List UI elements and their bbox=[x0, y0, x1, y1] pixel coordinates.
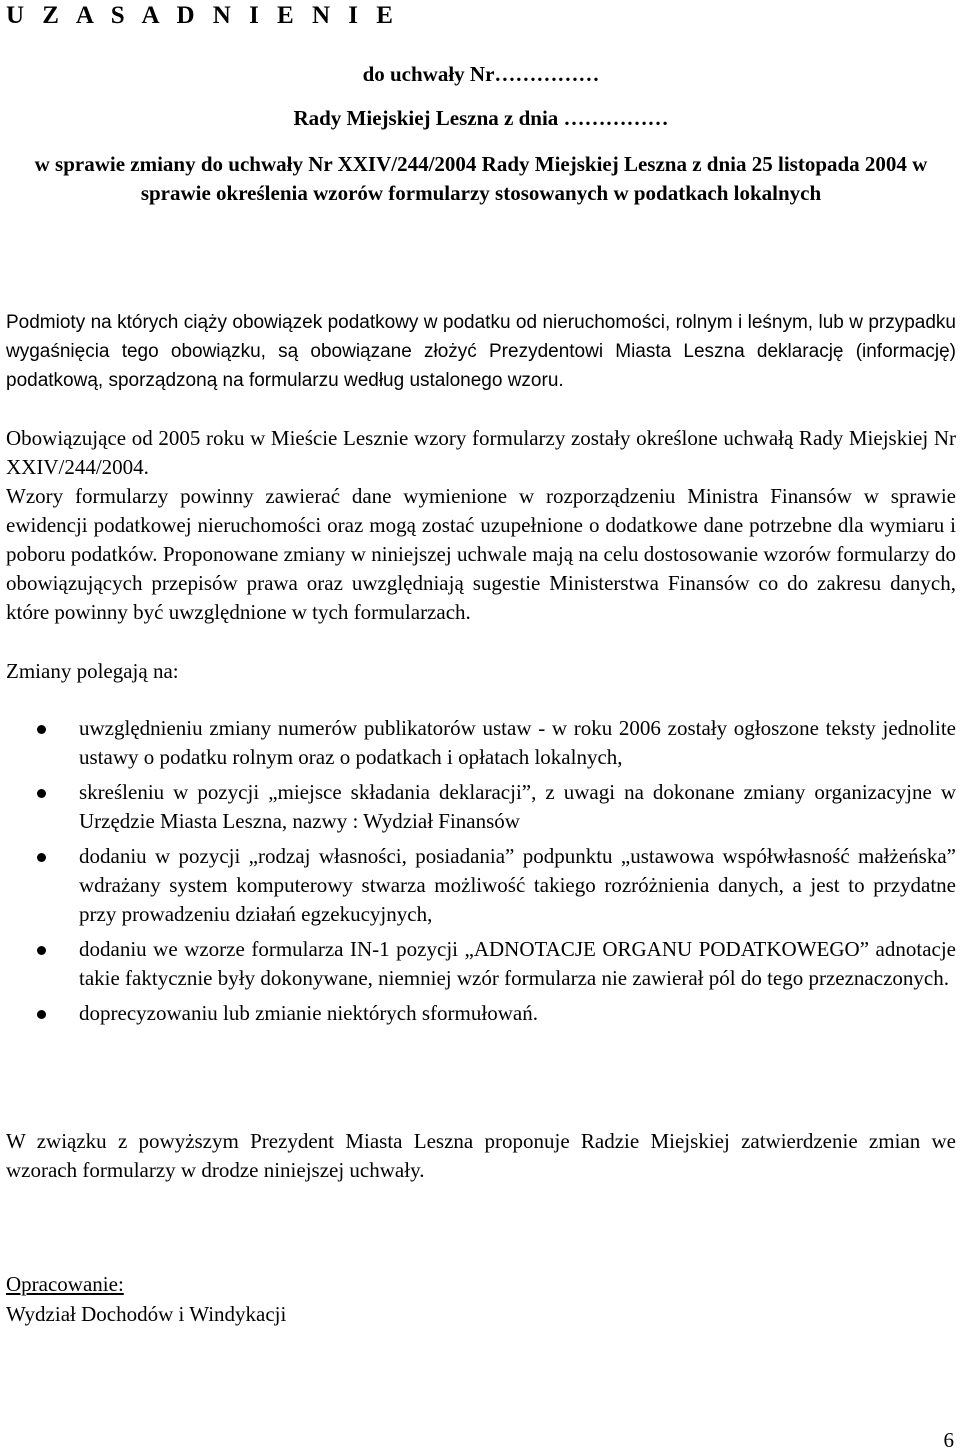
list-item-text: uwzględnieniu zmiany numerów publikatorów ustaw - w roku 2006 zostały ogłoszone teksty jednolite ustawy o podatku rolnym oraz o podatkach i opłatach lokalnych, bbox=[79, 716, 956, 769]
changes-intro: Zmiany polegają na: bbox=[6, 659, 179, 683]
list-item-text: dodaniu we wzorze formularza IN-1 pozycji „ADNOTACJE ORGANU PODATKOWEGO” adnotacje takie faktycznie były dokonywane, niemniej wzór formularza nie zawierał pól do tego przeznaczonych. bbox=[79, 937, 956, 990]
paragraph-proposal: W związku z powyższym Prezydent Miasta Leszna proponuje Radzie Miejskiej zatwierdzenie zmian we wzorach formularzy w drodze niniejszej uchwały. bbox=[6, 1129, 956, 1182]
list-item bbox=[6, 935, 956, 993]
page-number: 6 bbox=[943, 1428, 954, 1452]
list-item-text: skreśleniu w pozycji „miejsce składania deklaracji”, z uwagi na dokonane zmiany organizacyjne w Urzędzie Miasta Leszna, nazwy : Wydział Finansów bbox=[79, 780, 956, 833]
changes-list bbox=[6, 714, 956, 1034]
bullet-icon bbox=[37, 1010, 46, 1019]
list-item bbox=[6, 999, 956, 1028]
list-item-text: doprecyzowaniu lub zmianie niektórych sformułowań. bbox=[79, 1001, 538, 1025]
bullet-icon bbox=[37, 853, 46, 862]
bullet-icon bbox=[37, 946, 46, 955]
prepared-by-label: Opracowanie: bbox=[6, 1272, 124, 1296]
prepared-by-department: Wydział Dochodów i Windykacji bbox=[6, 1302, 287, 1326]
list-item bbox=[6, 714, 956, 772]
list-item-text: dodaniu w pozycji „rodzaj własności, posiadania” podpunktu „ustawowa współwłasność małżeńska” wdrażany system komputerowy stwarza możliwość takiego rozróżnienia danych, a jest to przydatne przy prowadzeniu działań egzekucyjnych, bbox=[79, 844, 956, 926]
resolution-number-line: do uchwały Nr…………… bbox=[362, 62, 600, 86]
document-title: U Z A S A D N I E N I E bbox=[6, 2, 399, 29]
bullet-icon bbox=[37, 725, 46, 734]
paragraph-obligation: Podmioty na których ciąży obowiązek podatkowy w podatku od nieruchomości, rolnym i leśnym, lub w przypadku wygaśnięcia tego obowiązku, są obowiązane złożyć Prezydentowi Miasta Leszna deklarację (informację) podatkową, sporządzoną na formularzu według ustalonego wzoru. bbox=[6, 312, 956, 391]
paragraph-form-requirements: Wzory formularzy powinny zawierać dane wymienione w rozporządzeniu Ministra Finansów w sprawie ewidencji podatkowej nieruchomości oraz mogą zostać uzupełnione o dodatkowe dane potrzebne dla wymiaru i poboru podatków. Proponowane zmiany w niniejszej uchwale mają na celu dostosowanie wzorów formularzy do obowiązujących przepisów prawa oraz uwzględniają sugestie Ministerstwa Finansów co do zakresu danych, które powinny być uwzględnione w tych formularzach. bbox=[6, 484, 956, 624]
paragraph-current-forms: Obowiązujące od 2005 roku w Mieście Lesznie wzory formularzy zostały określone uchwałą Rady Miejskiej Nr XXIV/244/2004. bbox=[6, 426, 956, 479]
council-date-line: Rady Miejskiej Leszna z dnia …………… bbox=[293, 106, 669, 130]
list-item bbox=[6, 842, 956, 929]
bullet-icon bbox=[37, 789, 46, 798]
list-item bbox=[6, 778, 956, 836]
resolution-subject: w sprawie zmiany do uchwały Nr XXIV/244/2004 Rady Miejskiej Leszna z dnia 25 listopada 2004 w sprawie określenia wzorów formularzy stosowanych w podatkach lokalnych bbox=[34, 152, 928, 205]
